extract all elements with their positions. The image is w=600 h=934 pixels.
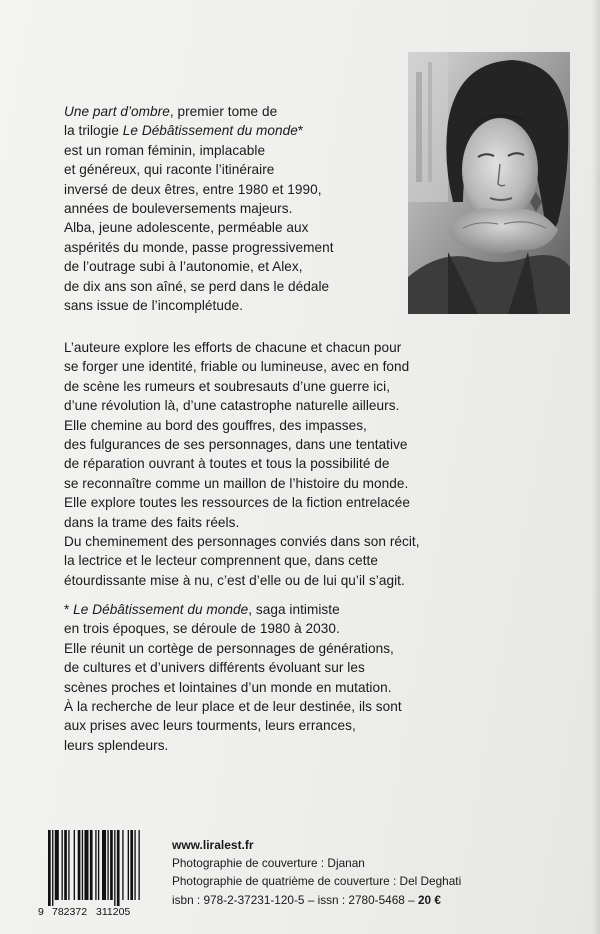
- text-line: [64, 296, 334, 315]
- page-edge-shadow: [592, 0, 600, 934]
- text-run: se reconnaître comme un maillon de l’histoire du monde.: [64, 475, 409, 491]
- text-run: Alba, jeune adolescente, perméable aux: [64, 220, 309, 236]
- barcode-bar: [138, 830, 139, 900]
- text-line: [64, 619, 402, 638]
- isbn-barcode: [38, 822, 146, 922]
- barcode-digits-right: 311205: [96, 906, 131, 918]
- text-run: de réparation ouvrant à toutes et tous la possibilité de: [64, 456, 390, 472]
- text-line: [64, 377, 420, 396]
- text-line: [64, 513, 420, 532]
- text-line: [64, 160, 334, 179]
- text-line: [64, 338, 420, 357]
- text-line: [64, 551, 420, 570]
- italic-title: Une part d’ombre: [64, 104, 170, 119]
- text-run: années de bouleversements majeurs.: [64, 201, 293, 217]
- barcode-bar: [107, 830, 108, 900]
- text-line: [64, 141, 334, 160]
- price: 20 €: [417, 892, 441, 907]
- isbn-issn: isbn : 978-2-37231-120-5 – issn : 2780-5468 –: [172, 892, 415, 907]
- text-run: la lectrice et le lecteur comprennent que, dans cette: [64, 553, 378, 569]
- barcode-digits-left: 782372: [52, 906, 88, 918]
- barcode-bar: [128, 830, 129, 900]
- isbn-issn-price-line: [172, 891, 461, 909]
- text-run: de scène les rumeurs et soubresauts d’une guerre ici,: [64, 378, 391, 394]
- barcode-bar: [52, 830, 53, 906]
- text-line: [64, 639, 402, 658]
- barcode-bar: [95, 830, 96, 900]
- text-run: sans issue de l’incomplétude.: [64, 298, 244, 314]
- text-line: [64, 532, 420, 551]
- text-run: de l’outrage subi à l’autonomie, et Alex,: [64, 259, 303, 275]
- text-line: [64, 658, 402, 677]
- italic-title: Le Débâtissement du monde: [122, 123, 298, 139]
- cover-photo-credit: Photographie de couverture : Djanan: [172, 856, 365, 871]
- text-line: [64, 102, 334, 121]
- text-line: [64, 277, 334, 296]
- text-run: se forger une identité, friable ou lumineuse, avec en fond: [64, 359, 410, 375]
- text-line: [64, 736, 402, 755]
- back-photo-credit: Photographie de quatrième de couverture : Del Deghati: [172, 874, 462, 889]
- barcode-digit-first: 9: [38, 906, 44, 918]
- author-paragraph: [64, 338, 420, 590]
- text-run: de dix ans son aîné, se perd dans le dédale: [64, 278, 330, 294]
- barcode-bar: [82, 830, 83, 900]
- text-line: [64, 571, 420, 590]
- text-run: en trois époques, se déroule de 1980 à 2030.: [64, 621, 340, 637]
- barcode-bar: [48, 830, 51, 906]
- text-line: [64, 218, 334, 237]
- barcode-bar: [117, 830, 120, 906]
- italic-title: Le Débâtissement du monde: [73, 602, 249, 617]
- text-run: Elle réunit un cortège de personnages de générations,: [64, 640, 394, 656]
- text-run: de cultures et d’univers différents évoluant sur les: [64, 660, 365, 676]
- text-run: À la recherche de leur place et de leur destinée, ils sont: [64, 699, 402, 715]
- text-line: [64, 716, 402, 735]
- text-run: dans la trame des faits réels.: [64, 514, 240, 530]
- barcode-bars: [42, 830, 142, 906]
- barcode-bar: [62, 830, 63, 900]
- text-line: [64, 416, 420, 435]
- text-line: [64, 121, 334, 140]
- summary-paragraph: [64, 102, 334, 315]
- text-run: Elle chemine au bord des gouffres, des impasses,: [64, 417, 367, 433]
- text-run: *: [297, 123, 304, 139]
- text-run: Du cheminement des personnages conviés dans son récit,: [64, 534, 420, 550]
- barcode-bar: [130, 830, 133, 900]
- text-line: [64, 493, 420, 512]
- barcode-bar: [90, 830, 93, 900]
- barcode-bar: [122, 830, 123, 900]
- barcode-bar: [134, 830, 135, 900]
- text-run: et généreux, qui raconte l’itinéraire: [64, 162, 275, 178]
- barcode-bar: [84, 830, 88, 900]
- credits-block: [172, 836, 461, 909]
- text-run: scènes proches et lointaines d’un monde en mutation.: [64, 679, 392, 695]
- text-line: [64, 474, 420, 493]
- text-run: des fulgurances de ses personnages, dans une tentative: [64, 437, 408, 453]
- text-line: [64, 396, 420, 415]
- author-portrait-photo: [408, 52, 570, 314]
- text-run: aux prises avec leurs tourments, leurs errances,: [64, 718, 356, 734]
- text-run: d’une révolution là, d’une catastrophe naturelle ailleurs.: [64, 398, 400, 414]
- text-line: [64, 357, 420, 376]
- text-line: [64, 238, 334, 257]
- publisher-url[interactable]: www.liralest.fr: [172, 838, 254, 852]
- text-line: [64, 454, 420, 473]
- text-line: [64, 697, 402, 716]
- text-run: Elle explore toutes les ressources de la fiction entrelacée: [64, 495, 410, 511]
- barcode-bar: [78, 830, 81, 900]
- text-run: leurs splendeurs.: [64, 737, 169, 753]
- text-line: [64, 600, 402, 619]
- text-line: [64, 678, 402, 697]
- text-line: [64, 199, 334, 218]
- barcode-bar: [74, 830, 75, 900]
- saga-note-paragraph: [64, 600, 402, 755]
- barcode-bar: [55, 830, 59, 900]
- text-run: étourdissante mise à nu, c’est d’elle ou de lui qu’il s’agit.: [64, 572, 405, 588]
- barcode-bar: [68, 830, 69, 900]
- barcode-bar: [114, 830, 115, 906]
- text-run: , saga intimiste: [248, 602, 340, 617]
- text-run: la trilogie: [64, 123, 123, 139]
- text-run: inversé de deux êtres, entre 1980 et 1990,: [64, 181, 322, 197]
- text-run: *: [64, 602, 74, 617]
- barcode-bar: [98, 830, 99, 900]
- barcode-bar: [102, 830, 106, 900]
- text-line: [64, 180, 334, 199]
- text-line: [64, 435, 420, 454]
- text-run: aspérités du monde, passe progressivement: [64, 239, 334, 255]
- text-run: est un roman féminin, implacable: [64, 142, 266, 158]
- barcode-bar: [64, 830, 67, 900]
- text-line: [64, 257, 334, 276]
- text-run: , premier tome de: [169, 104, 278, 119]
- barcode-bar: [110, 830, 113, 900]
- text-run: L’auteure explore les efforts de chacune et chacun pour: [64, 340, 402, 355]
